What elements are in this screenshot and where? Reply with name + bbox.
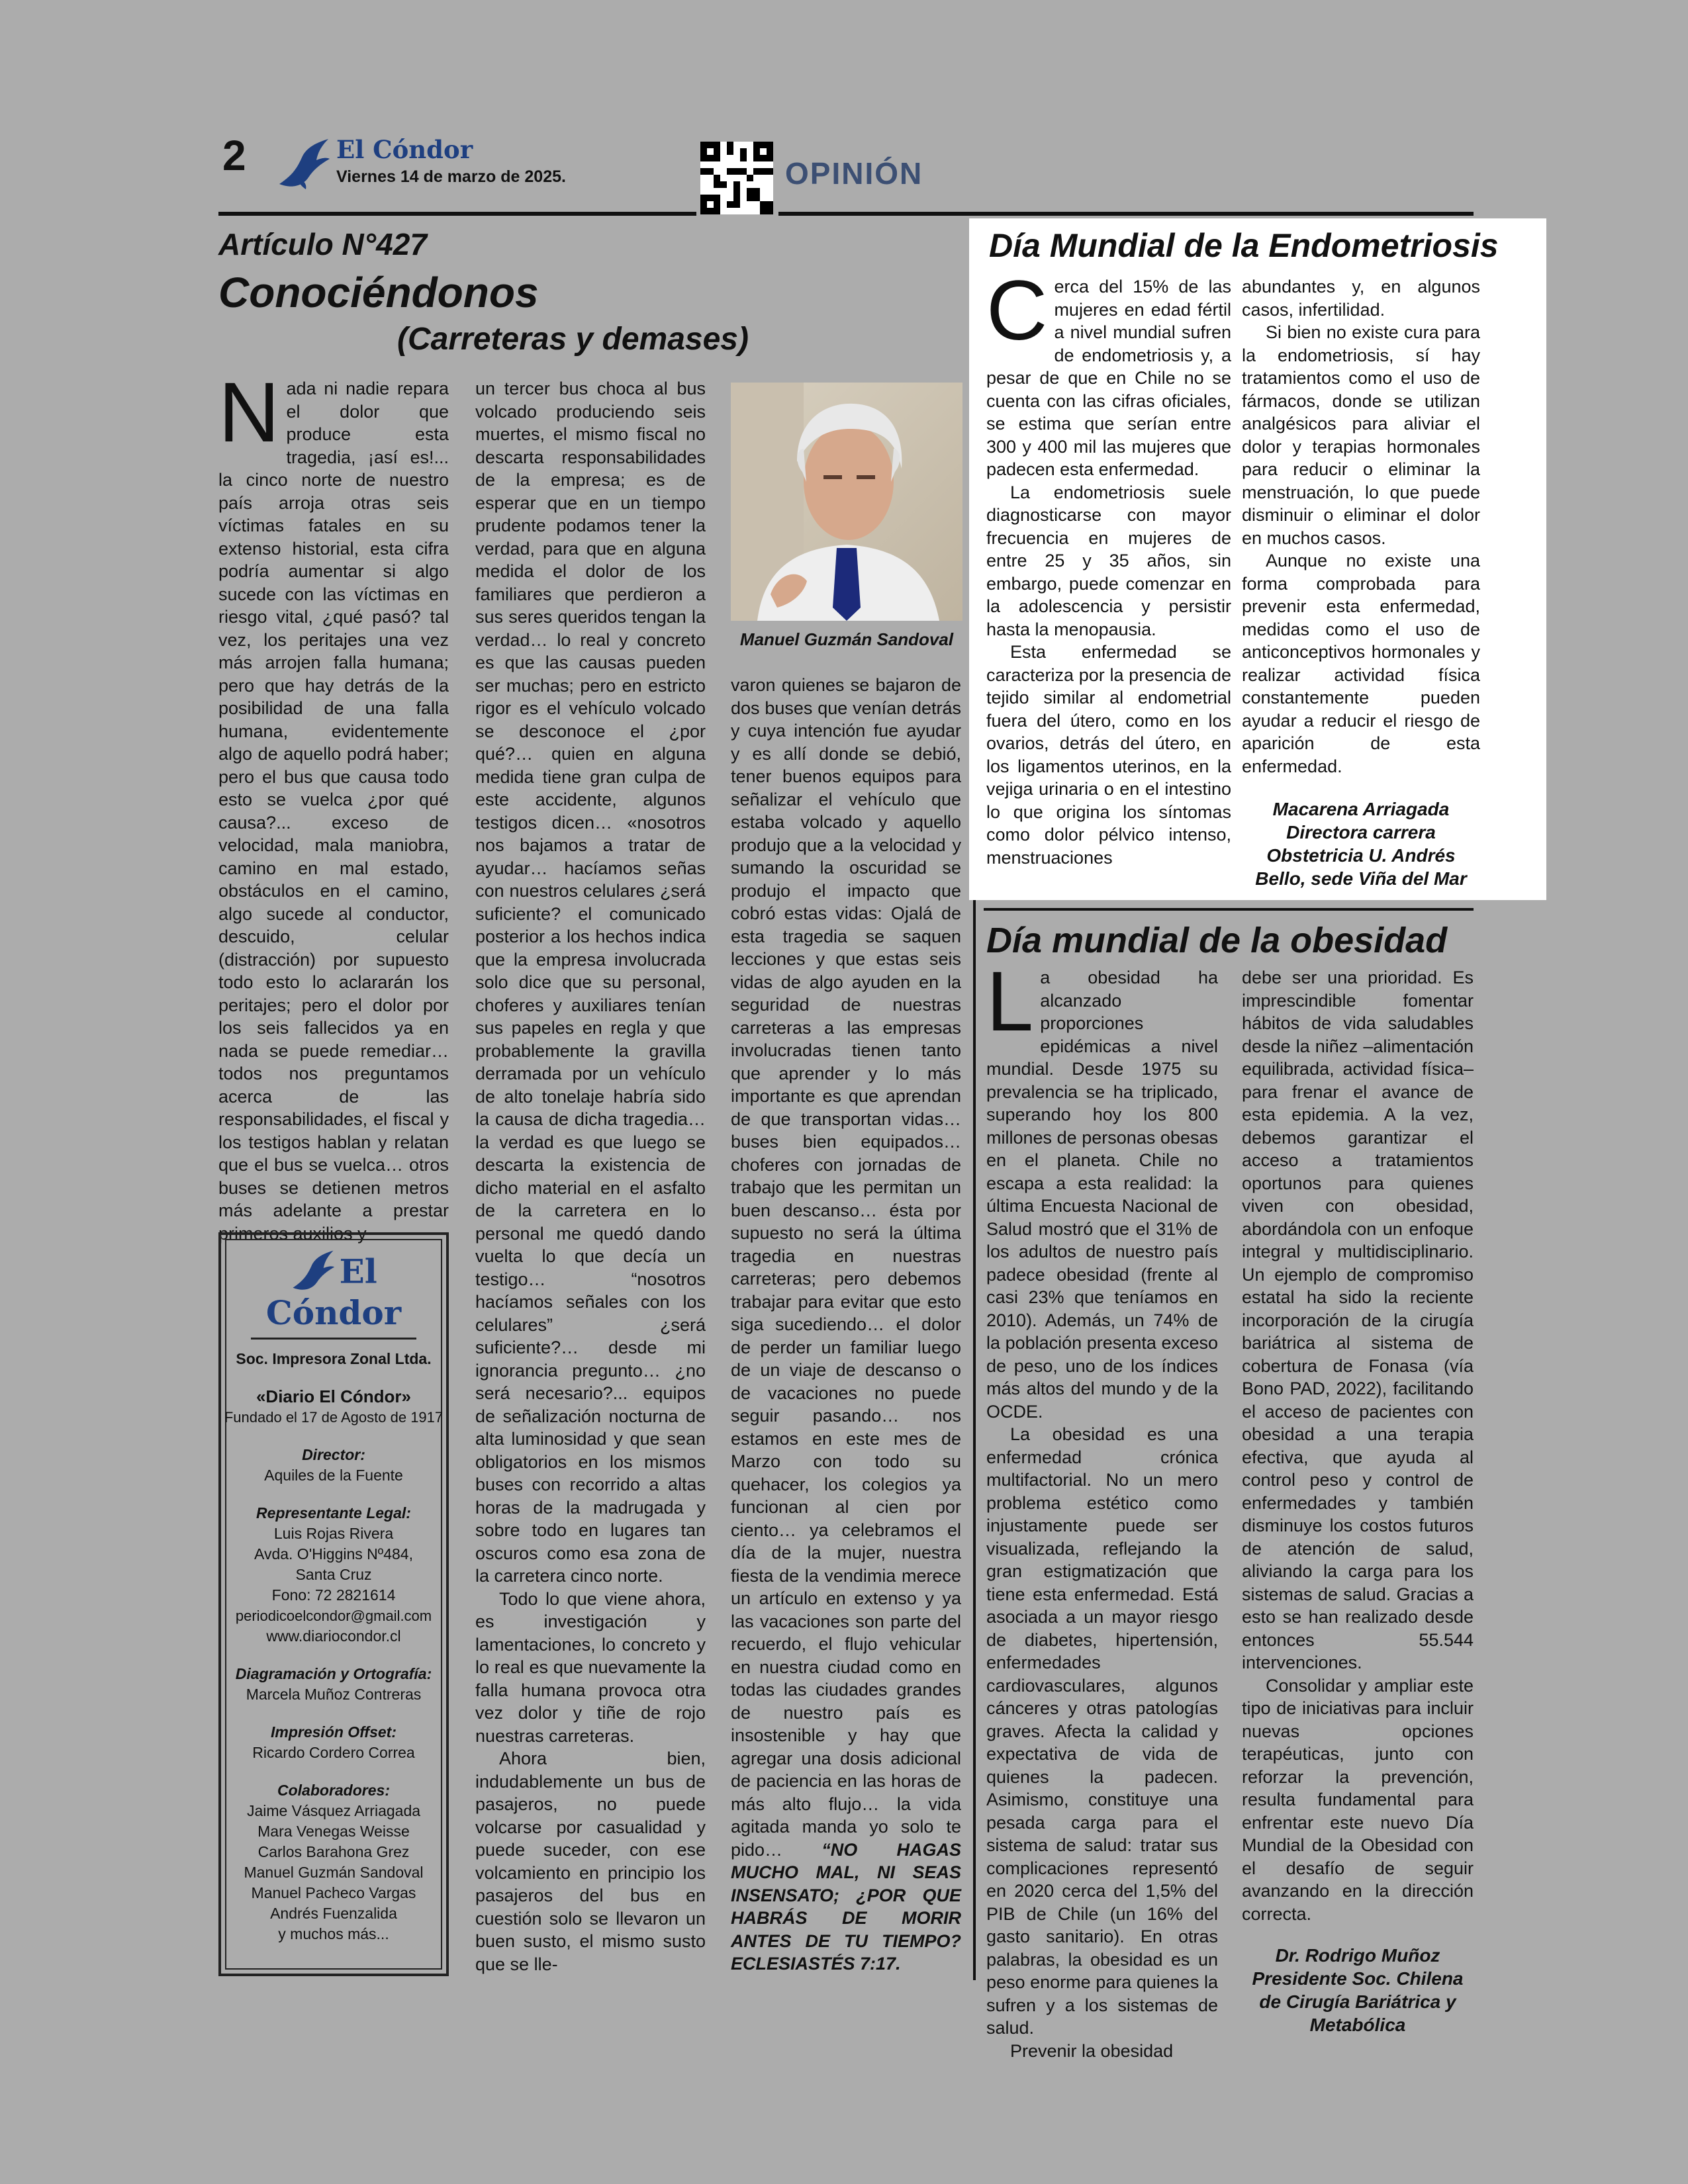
- endometriosis-column-1: Cerca del 15% de las mujeres en edad fértil a nivel mundial sufren de endometriosis y, a pesar de que en Chile no se cuenta con las cifras oficiales, se estima que serían entre 300 y 400 mil las mujeres que padecen esta enfermedad. La endometriosis suele diagnosticarse con mayor frecuencia en mujeres de entre 25 y 35 años, sin embargo, puede comenzar en la adolescencia y persistir hasta la menopausia. Esta enfermedad se caracteriza por la presencia de tejido similar al endometrial fuera del útero, como en los ovarios, detrás del útero, en los ligamentos uterinos, en la vejiga urinaria o en el intestino lo que origina los síntomas como dolor pélvico intenso, menstruaciones: [986, 263, 1231, 868]
- legal-label: Representante Legal:: [256, 1504, 411, 1522]
- article3-top-rule: [984, 908, 1474, 911]
- collaborator: Andrés Fuenzalida: [270, 1905, 397, 1922]
- article-title: Conociéndonos: [218, 269, 539, 316]
- print-name: Ricardo Cordero Correa: [252, 1744, 415, 1761]
- legal-name: Luis Rojas Rivera: [273, 1525, 394, 1542]
- obesity-column-1: La obesidad ha alcanzado proporciones epidémicas a nivel mundial. Desde 1975 su prevalencia se ha triplicado, superando hoy los 800 millones de personas obesas en el planeta. Chile no escapa a esta realidad: la última Encuesta Nacional de Salud mostró que el 31% de los adultos de nuestro país padece obesidad (frente al casi 23% que teníamos en 2010). Además, un 74% de la población presenta exceso de peso, uno de los índices más altos del mundo y de la OCDE. La obesidad es una enfermedad crónica multifactorial. No un mero problema estético como injustamente puede ser visualizada, reflejando la gran estigmatización que tiene esta enfermedad. Está asociada a un mayor riesgo de diabetes, hipertensión, enfermedades cardiovasculares, algunos cánceres y otras patologías graves. Afecta la calidad y expectativa de vida de quienes la padecen. Asimismo, constituye una pesada carga para el sistema de salud: tratar sus complicaciones representó en 2020 cerca del 1,5% del PIB de Chile (un 16% del gasto sanitario). En otras palabras, la obesidad es un peso enorme para quienes la sufren y a los sistemas de salud. Prevenir la obesidad: [986, 954, 1218, 2061]
- masthead-box: [218, 1232, 449, 1976]
- collab-label: Colaboradores:: [277, 1782, 390, 1799]
- header-logo-text: El Cóndor: [336, 135, 473, 164]
- header-rule-left: [218, 212, 696, 216]
- collaborator: Carlos Barahona Grez: [258, 1843, 410, 1860]
- collaborator: Manuel Guzmán Sandoval: [244, 1864, 424, 1881]
- endometriosis-column-2: abundantes y, en algunos casos, infertilidad. Si bien no existe cura para la endometriosis, sí hay tratamientos como el uso de fármacos, donde se utilizan analgésicos para aliviar el dolor y terapias hormonales para reducir o eliminar la menstruación, lo que puede disminuir o eliminar el dolor en muchos casos. Aunque no existe una forma comprobada para prevenir esta enfermedad, medidas como el uso de anticonceptivos hormonales y realizar actividad física constantemente pueden ayudar a reducir el riesgo de aparición de esta enfermedad. Macarena Arriagada Directora carrera Obstetricia U. Andrés Bello, sede Viña del Mar: [1242, 277, 1480, 889]
- drop-cap: N: [218, 365, 280, 460]
- masthead-founded: Fundado el 17 de Agosto de 1917: [224, 1409, 444, 1426]
- address-line-2: Santa Cruz: [295, 1566, 372, 1583]
- masthead-paper: «Diario El Cóndor»: [256, 1387, 412, 1406]
- director-name: Aquiles de la Fuente: [264, 1467, 403, 1484]
- email-link: periodicoelcondor@gmail.com: [235, 1608, 432, 1624]
- article1-column-3: varon quienes se bajaron de dos buses que venían detrás y cuya intención fue ayudar y es allí donde se debió, tener buenos equipos para señalizar el vehículo que estaba volcado y aquello produjo que a la velocidad y sumando la oscuridad se produjo el impacto que cobró estas vidas: Ojalá de esta tragedia se saquen lecciones y que estas seis vidas de algo ayuden en la seguridad de nuestras carreteras a las empresas involucradas tienen tanto que aprender y lo más importante es que aprendan de que transportan vidas… buses bien equipados… choferes con jornadas de trabajo que les permitan un buen descanso… ésta por supuesto no será la última tragedia en nuestras carreteras; pero debemos trabajar para evitar que esto siga sucediendo… el dolor de perder un familiar luego de un viaje de descanso o de vacaciones no puede seguir pasando… nos estamos en este mes de Marzo con todo su quehacer, los colegios ya funcionan al cien por ciento… ya celebramos el día de la mujer, nuestra fiesta de la vendimia merece un artículo en extenso y ya las vacaciones son parte del recuerdo, el flujo vehicular en nuestra ciudad como en todas las ciudades grandes de nuestro país es insostenible y hay que agregar una dosis adicional de paciencia en las horas de más alto flujo… la vida agitada manda yo solo te pido… “NO HAGAS MUCHO MAL, NI SEAS INSENSATO; ¿POR QUE HABRÁS DE MORIR ANTES DE TU TIEMPO? ECLESIASTÉS 7:17.: [731, 675, 961, 1974]
- layout-label: Diagramación y Ortografía:: [235, 1665, 432, 1682]
- article1-column-2: un tercer bus choca al bus volcado produciendo seis muertes, el mismo fiscal no descarta responsabilidades de la empresa; es de esperar que en un tiempo prudente podamos tener la verdad, para que en alguna medida el dolor de los familiares que perdieron a sus seres queridos tengan la verdad… lo real y concreto es que las causas pueden ser muchas; pero en estricto rigor es el vehículo volcado se desconoce el ¿por qué?… quien en alguna medida tiene gran culpa de este accidente, algunos testigos dicen… «nosotros nos bajamos a tratar de ayudar… hacíamos señas con nuestros celulares ¿será suficiente? el comunicado posterior a los hechos indica que la empresa involucrada solo dice que su personal, choferes y auxiliares tenían sus papeles en regla y que probablemente la gravilla derramada por un vehículo de alto tonelaje habría sido la causa de dicha tragedia… la verdad es que luego se descarta la existencia de dicho material en el asfalto de la carretera en lo personal me quedó dando vuelta lo que decía un testigo… “nosotros hacíamos señales con los celulares” ¿será suficiente?… desde mi ignorancia pregunto… ¿no será necesario?... equipos de señalización nocturna de alta luminosidad y que sean obligatorios en los mismos buses con recorrido a altas horas de la madrugada y sobre todo en lugares tan oscuros como esa zona de la carretera cinco norte. Todo lo que viene ahora, es investigación y lamentaciones, lo concreto y lo real es que nuevamente la falla humana provoca otra vez dolor y tiñe de rojo nuestras carreteras. Ahora bien, indudablemente un bus de pasajeros, no puede volcarse por casualidad y puede suceder, con ese volcamiento en principio los pasajeros del bus en cuestión solo se llevaron un buen susto, el mismo susto que se lle-: [475, 379, 706, 1974]
- endometriosis-title: Día Mundial de la Endometriosis: [989, 227, 1499, 264]
- website-link: www.diariocondor.cl: [266, 1627, 401, 1645]
- drop-cap: L: [986, 954, 1034, 1049]
- drop-cap: C: [986, 263, 1048, 358]
- page-number: 2: [222, 132, 246, 179]
- collaborator: y muchos más...: [278, 1925, 389, 1942]
- collaborator: Manuel Pacheco Vargas: [251, 1884, 416, 1901]
- condor-logo-icon: [277, 138, 331, 191]
- article-subtitle: (Carreteras y demases): [397, 322, 749, 357]
- phone: Fono: 72 2821614: [271, 1586, 396, 1604]
- endometriosis-signature: Macarena Arriagada Directora carrera Obstetricia U. Andrés Bello, sede Viña del Mar: [1255, 799, 1467, 889]
- obesity-column-2: debe ser una prioridad. Es imprescindible fomentar hábitos de vida saludables desde la niñez –alimentación equilibrada, actividad física– para frenar el avance de esta epidemia. A la vez, debemos garantizar el acceso a tratamientos oportunos para quienes viven con obesidad, abordándola con un enfoque integral y multidisciplinario. Un ejemplo de compromiso estatal ha sido la reciente incorporación de la cirugía bariátrica al sistema de cobertura de Fonasa (vía Bono PAD, 2022), facilitando el acceso de pacientes con obesidad a una terapia efectiva, que ayuda al control peso y control de enfermedades y también disminuye los costos futuros de atención de salud, aliviando la carga para los sistemas de salud. Gracias a esto se han realizado desde entonces 55.544 intervenciones. Consolidar y ampliar este tipo de iniciativas para incluir nuevas opciones terapéuticas, junto con reforzar la prevención, resulta fundamental para enfrentar este nuevo Día Mundial de la Obesidad con el desafío de seguir avanzando en la dirección correcta. Dr. Rodrigo Muñoz Presidente Soc. Chilena de Cirugía Bariátrica y Metabólica: [1242, 968, 1474, 2035]
- layout-name: Marcela Muñoz Contreras: [246, 1686, 422, 1703]
- masthead-company: Soc. Impresora Zonal Ltda.: [236, 1350, 432, 1367]
- collaborator: Jaime Vásquez Arriagada: [246, 1802, 421, 1819]
- print-label: Impresión Offset:: [271, 1723, 397, 1741]
- director-label: Director:: [302, 1446, 365, 1463]
- qr-code-icon: [700, 142, 773, 214]
- article1-column-1: Nada ni nadie repara el dolor que produce esta tragedia, ¡así es!... la cinco norte de nuestro país arroja otras seis víctimas fatales en su extenso historial, esta cifra podría aumentar si algo sucede con las víctimas en riesgo vital, ¿qué pasó? tal vez, los peritajes una vez más arrojen falla humana; pero que hay detrás de la posibilidad de una falla humana, evidentemente algo de aquello podrá haber; pero el bus que causa todo esto se vuelca ¿por qué causa?... exceso de velocidad, mala maniobra, camino en mal estado, obstáculos en el camino, algo sucede al conductor, descuido, celular (distracción) por supuesto todo esto lo aclararán los peritajes; pero el dolor por los seis fallecidos ya en nada se puede remediar… todos nos preguntamos acerca de las responsabilidades, el fiscal y los testigos hablan y relatan que el bus se vuelca… otros buses se detienen metros más adelante a prestar primeros auxilios y: [218, 365, 449, 1244]
- obesity-signature: Dr. Rodrigo Muñoz Presidente Soc. Chilena de Cirugía Bariátrica y Metabólica: [1252, 1945, 1464, 2035]
- closing-quote: “NO HAGAS MUCHO MAL, NI SEAS INSENSATO; ¿POR QUE HABRÁS DE MORIR ANTES DE TU TIEMPO? ECLESIASTÉS 7:17.: [731, 1839, 961, 1974]
- header-rule-right: [778, 212, 1474, 216]
- masthead-condor-icon: [290, 1250, 336, 1293]
- header-date: Viernes 14 de marzo de 2025.: [336, 167, 566, 186]
- collaborator: Mara Venegas Weisse: [258, 1823, 410, 1840]
- section-title: OPINIÓN: [785, 156, 923, 191]
- author-photo: [731, 383, 962, 621]
- article-kicker: Artículo N°427: [218, 227, 427, 261]
- endometriosis-box: [969, 218, 1546, 900]
- obesity-title: Día mundial de la obesidad: [986, 921, 1448, 960]
- masthead-logo-text: El Cóndor: [265, 1251, 402, 1332]
- photo-caption: Manuel Guzmán Sandoval: [739, 629, 954, 649]
- address-line-1: Avda. O'Higgins Nº484,: [254, 1545, 413, 1563]
